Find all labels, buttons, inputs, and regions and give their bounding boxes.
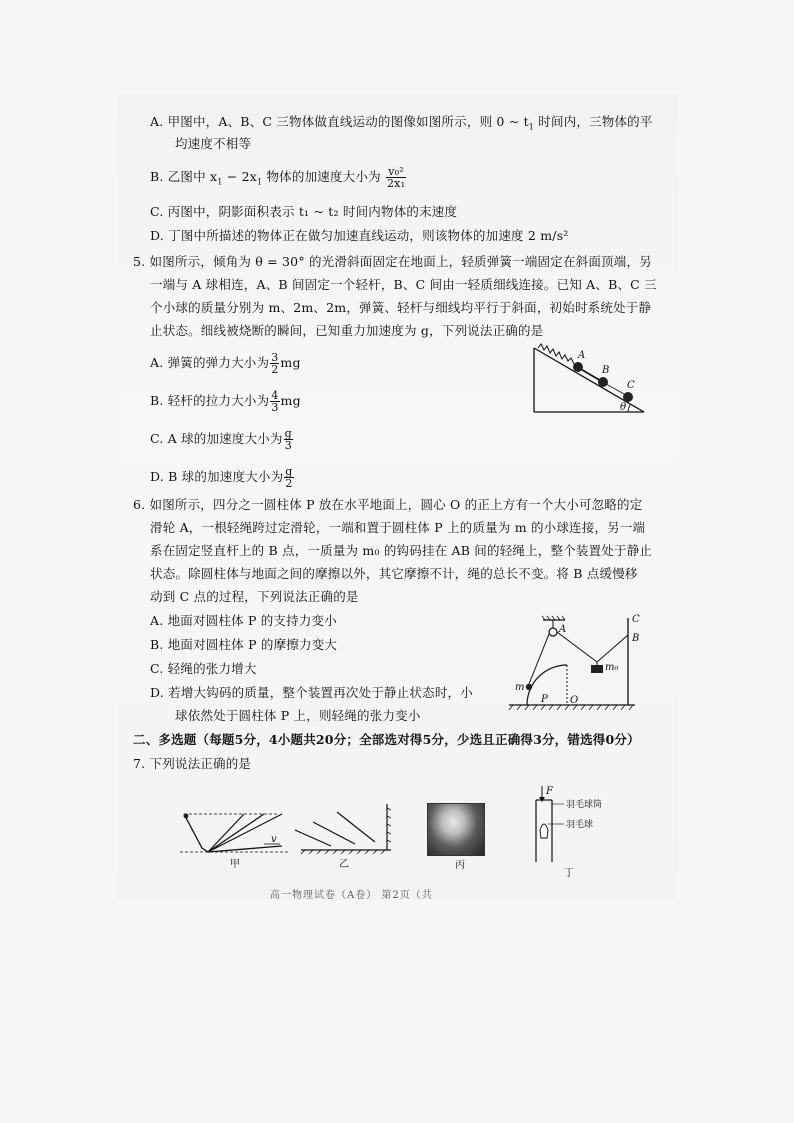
label-theta: θ bbox=[620, 402, 627, 413]
q7-figure-jia bbox=[178, 800, 290, 870]
q6-option-b: B. 地面对圆柱体 P 的摩擦力变大 bbox=[150, 637, 338, 652]
q6-option-c: C. 轻绳的张力增大 bbox=[150, 661, 257, 676]
label-m: m bbox=[515, 682, 525, 693]
rope-ab bbox=[557, 632, 628, 662]
slope-left bbox=[184, 814, 282, 852]
q7-figure-bing-photo bbox=[427, 803, 485, 856]
q5-stem-line-2: 一端与 A 球相连，A、B 间固定一个轻杆，B、C 间由一轻质细线连接。已知 A、B、C 三 bbox=[150, 277, 657, 292]
q6-option-d-cont: 球依然处于圆柱体 P 上，则轻绳的张力变小 bbox=[175, 708, 421, 723]
label-yi: 乙 bbox=[339, 859, 349, 870]
label-b: B bbox=[632, 633, 640, 644]
label-m0: m₀ bbox=[605, 662, 619, 673]
label-jia: 甲 bbox=[230, 859, 240, 870]
slope-2 bbox=[208, 814, 264, 852]
small-ball-m bbox=[526, 684, 532, 690]
ticks bbox=[387, 808, 391, 842]
q6-stem-line-1: 6. 如图所示，四分之一圆柱体 P 放在水平地面上，圆心 O 的正上方有一个大小可忽略的定 bbox=[133, 497, 643, 512]
q7-figure-yi bbox=[293, 800, 398, 870]
fraction: $\frac{\text{v₀²}}{\text{2x₁}}$ bbox=[386, 165, 406, 190]
ball bbox=[184, 814, 189, 819]
q5-stem-line-3: 个小球的质量分别为 m、2m、2m，弹簧、轻杆与细线均平行于斜面，初始时系统处于静 bbox=[150, 300, 652, 315]
label-p: P bbox=[541, 694, 548, 705]
incline-figure bbox=[530, 340, 650, 420]
section-2-heading: 二、多选题（每题5分，4小题共20分；全部选对得5分，少选且正确得3分，错选得0分） bbox=[133, 732, 640, 747]
q6-stem-line-5: 动到 C 点的过程，下列说法正确的是 bbox=[150, 589, 359, 604]
q6-stem-line-3: 系在固定竖直杆上的 B 点，一质量为 m₀ 的钩码挂在 AB 间的轻绳上，整个装置处于静止 bbox=[150, 543, 653, 558]
q4-option-b: B. 乙图中 $x_1 - 2x_1$ 物体的加速度大小为 $\frac{\text{v₀²}}{\text{2x₁}}$ bbox=[150, 165, 406, 190]
pulley-figure bbox=[505, 610, 645, 720]
q5-stem-line-4: 止状态。细线被烧断的瞬间，已知重力加速度为 g，下列说法正确的是 bbox=[150, 323, 544, 338]
q5-option-b: B. 轻杆的拉力大小为 $\frac{4}{3}$ mg bbox=[150, 389, 301, 414]
label-ball: 羽毛球 bbox=[566, 820, 594, 830]
label-o: O bbox=[570, 695, 579, 706]
hook-weight bbox=[591, 665, 603, 673]
q6-stem-line-4: 状态。除圆柱体与地面之间的摩擦以外，其它摩擦不计，绳的总长不变。将 B 点缓慢移 bbox=[150, 566, 638, 581]
q5-option-c: C. A 球的加速度大小为 $\frac{g}{3}$ bbox=[150, 427, 292, 452]
label-tube: 羽毛球筒 bbox=[566, 800, 603, 810]
q4-option-a: A. 甲图中，A、B、C 三物体做直线运动的图像如图所示，则 0 ~ $t_1$ 时间内，三物体的平 bbox=[150, 114, 653, 132]
q4-option-a-cont: 均速度不相等 bbox=[175, 136, 252, 151]
label-a: A bbox=[559, 624, 567, 635]
angle-arc bbox=[628, 405, 630, 412]
label-c: C bbox=[627, 380, 635, 391]
label-c: C bbox=[632, 614, 640, 625]
board-1 bbox=[295, 830, 331, 846]
light-rod bbox=[579, 368, 601, 381]
q6-option-a: A. 地面对圆柱体 P 的支持力变小 bbox=[150, 613, 337, 628]
q4-option-d: D. 丁图中所描述的物体正在做匀加速直线运动，则该物体的加速度 2 m/s² bbox=[150, 228, 569, 243]
page-footer: 高一物理试卷（A卷） 第2页（共 bbox=[270, 890, 433, 901]
q6-stem-line-2: 滑轮 A，一根轻绳跨过定滑轮，一端和置于圆柱体 P 上的质量为 m 的小球连接，另一端 bbox=[150, 520, 646, 535]
label-v: v bbox=[271, 834, 277, 845]
slope-1 bbox=[208, 814, 244, 852]
q7-figure-ding bbox=[520, 782, 620, 880]
ball-a bbox=[573, 362, 583, 372]
q5-option-a: A. 弹簧的弹力大小为 $\frac{3}{2}$ mg bbox=[150, 351, 301, 376]
q4-option-c: C. 丙图中，阴影面积表示 t₁ ~ t₂ 时间内物体的末速度 bbox=[150, 204, 458, 219]
q5-option-d: D. B 球的加速度大小为 $\frac{g}{2}$ bbox=[150, 465, 293, 490]
q6-option-d: D. 若增大钩码的质量，整个装置再次处于静止状态时，小 bbox=[150, 685, 473, 700]
thin-thread bbox=[606, 384, 626, 395]
label-a: A bbox=[578, 350, 586, 361]
ball-c bbox=[623, 392, 633, 402]
label-b: B bbox=[602, 365, 610, 376]
q7-stem: 7. 下列说法正确的是 bbox=[133, 756, 252, 771]
shuttlecock bbox=[540, 824, 548, 838]
label-bing: 丙 bbox=[455, 860, 466, 871]
label-f: F bbox=[546, 786, 553, 797]
pulley-a bbox=[549, 628, 557, 636]
q5-stem-line-1: 5. 如图所示，倾角为 θ = 30° 的光滑斜面固定在地面上，轻质弹簧一端固定在斜面顶端，另 bbox=[133, 254, 652, 269]
label-ding: 丁 bbox=[564, 868, 574, 879]
ball-b bbox=[598, 377, 608, 387]
